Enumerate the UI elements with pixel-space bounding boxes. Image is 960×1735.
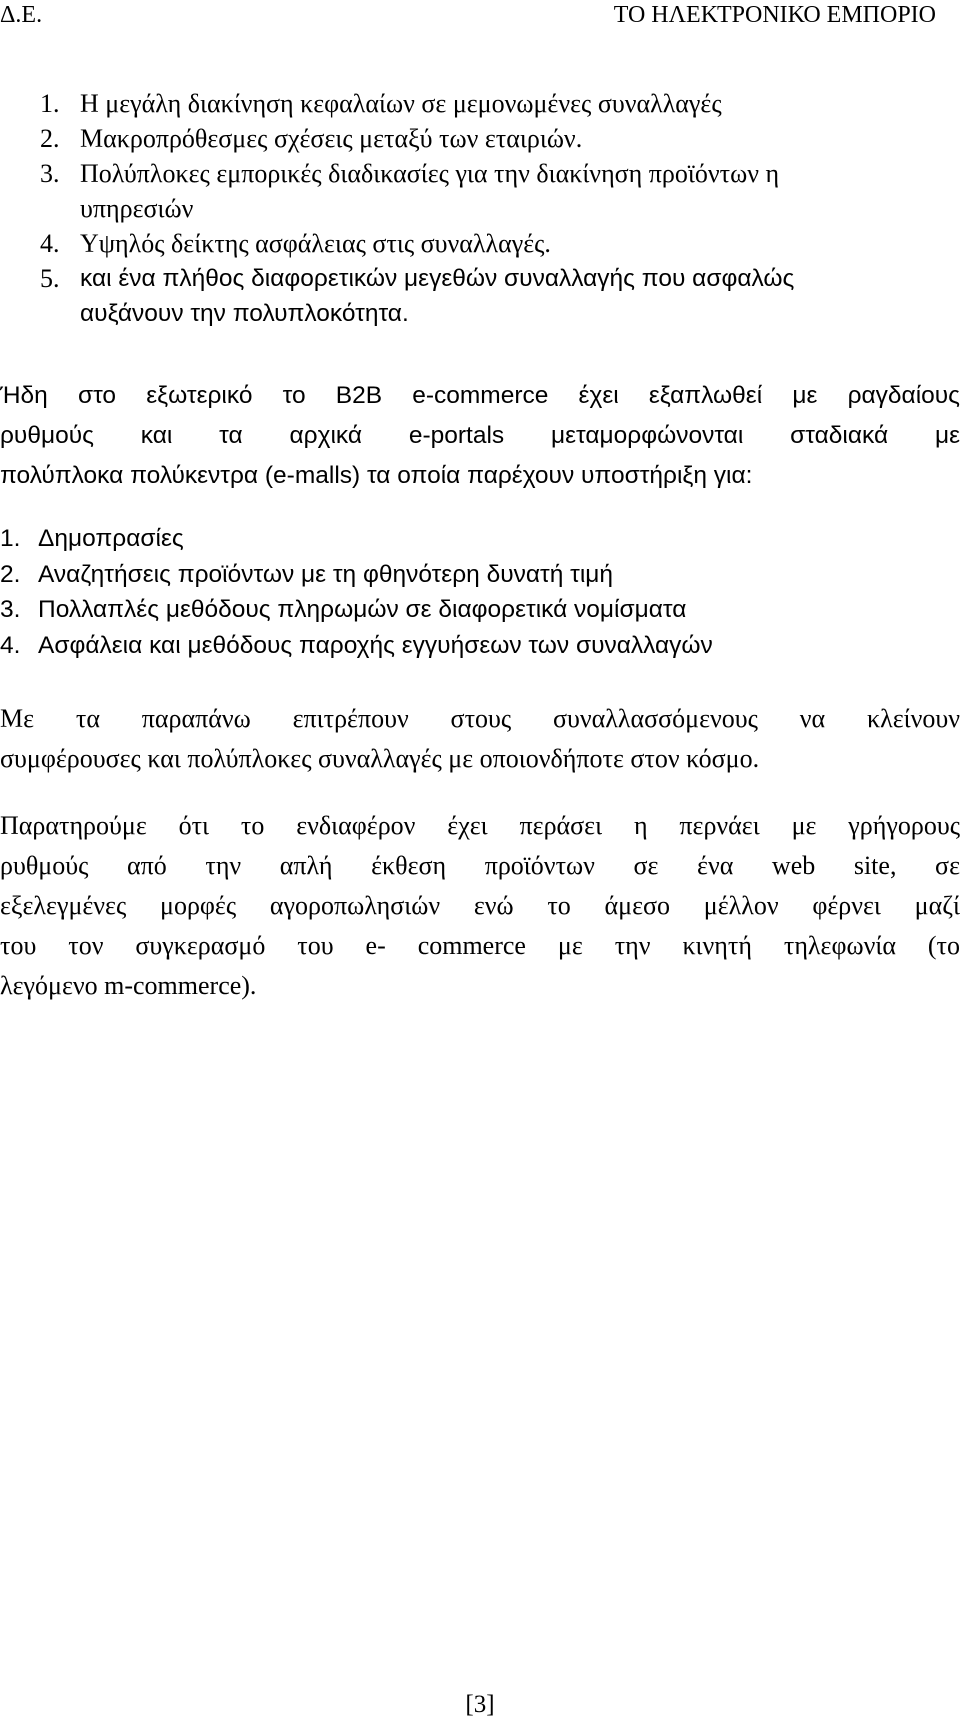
list-item-number: 3. bbox=[0, 596, 21, 623]
list-item-text: Ασφάλεια και μεθόδους παροχής εγγυήσεων των συναλλαγών bbox=[38, 631, 713, 659]
list-item-line: υπηρεσιών bbox=[80, 194, 194, 223]
page-header bbox=[0, 0, 960, 30]
list-item-text bbox=[80, 156, 920, 226]
list-item bbox=[40, 86, 920, 121]
paragraph-line: ρυθμούς από την απλή έκθεση προϊόντων σε ένα web site, σε bbox=[0, 851, 960, 880]
list-item-line: αυξάνουν την πολυπλοκότητα. bbox=[80, 300, 409, 327]
list-item bbox=[40, 226, 920, 261]
header-left: Δ.Ε. bbox=[0, 2, 43, 28]
paragraph-b2b bbox=[0, 376, 960, 496]
paragraph-transactions bbox=[0, 699, 960, 779]
list-item bbox=[40, 121, 920, 156]
paragraph-m-commerce bbox=[0, 806, 960, 1006]
paragraph-line: του τον συγκερασμό του e- commerce με την κινητή τηλεφωνία (το bbox=[0, 931, 960, 960]
list-item-line: και ένα πλήθος διαφορετικών μεγεθών συναλλαγής που ασφαλώς bbox=[80, 265, 795, 292]
list-item bbox=[0, 557, 960, 593]
list-item-number: 2. bbox=[0, 560, 21, 588]
list-item-number: 1. bbox=[0, 525, 21, 552]
list-item-number: 3. bbox=[40, 159, 60, 188]
paragraph-line: πολύπλοκα πολύκεντρα (e-malls) τα οποία παρέχουν υποστήριξη για: bbox=[0, 462, 753, 489]
list-item bbox=[0, 628, 960, 664]
page-number: [3] bbox=[465, 1691, 495, 1718]
paragraph-line: λεγόμενο m-commerce). bbox=[0, 971, 257, 1000]
list-item-text: Η μεγάλη διακίνηση κεφαλαίων σε μεμονωμένες συναλλαγές bbox=[80, 89, 722, 118]
list-item-text: Μακροπρόθεσμες σχέσεις μεταξύ των εταιριών. bbox=[80, 124, 583, 153]
list-item-text: Υψηλός δείκτης ασφάλειας στις συναλλαγές. bbox=[80, 229, 551, 258]
list-item bbox=[40, 261, 920, 331]
list-item bbox=[0, 521, 960, 557]
paragraph-line: Ήδη στο εξωτερικό το B2B e-commerce έχει εξαπλωθεί με ραγδαίους bbox=[0, 382, 960, 409]
list-item-text bbox=[80, 261, 920, 331]
list-item-number: 4. bbox=[40, 229, 60, 258]
paragraph-line: Με τα παραπάνω επιτρέπουν στους συναλλασσόμενους να κλείνουν bbox=[0, 704, 960, 733]
list-item-text: Αναζητήσεις προϊόντων με τη φθηνότερη δυνατή τιμή bbox=[38, 560, 614, 588]
numbered-list-1 bbox=[40, 86, 920, 331]
list-item bbox=[40, 156, 920, 226]
paragraph-line: συμφέρουσες και πολύπλοκες συναλλαγές με οποιονδήποτε στον κόσμο. bbox=[0, 744, 760, 773]
paragraph-line: ρυθμούς και τα αρχικά e-portals μεταμορφώνονται σταδιακά με bbox=[0, 422, 960, 449]
list-item-text: Δημοπρασίες bbox=[38, 525, 184, 552]
header-right: ΤΟ ΗΛΕΚΤΡΟΝΙΚΟ ΕΜΠΟΡΙΟ bbox=[613, 2, 936, 28]
list-item-number: 5. bbox=[40, 264, 60, 293]
paragraph-line: Παρατηρούμε ότι το ενδιαφέρον έχει περάσει η περνάει με γρήγορους bbox=[0, 811, 960, 840]
list-item-number: 2. bbox=[40, 124, 60, 153]
paragraph-line: εξελεγμένες μορφές αγοροπωλησιών ενώ το άμεσο μέλλον φέρνει μαζί bbox=[0, 891, 960, 920]
list-item bbox=[0, 592, 960, 628]
list-item-line: Πολύπλοκες εμπορικές διαδικασίες για την διακίνηση προϊόντων η bbox=[80, 159, 780, 188]
list-item-text: Πολλαπλές μεθόδους πληρωμών σε διαφορετικά νομίσματα bbox=[38, 596, 687, 623]
list-item-number: 1. bbox=[40, 89, 60, 118]
list-item-number: 4. bbox=[0, 631, 21, 659]
numbered-list-2 bbox=[0, 521, 960, 663]
